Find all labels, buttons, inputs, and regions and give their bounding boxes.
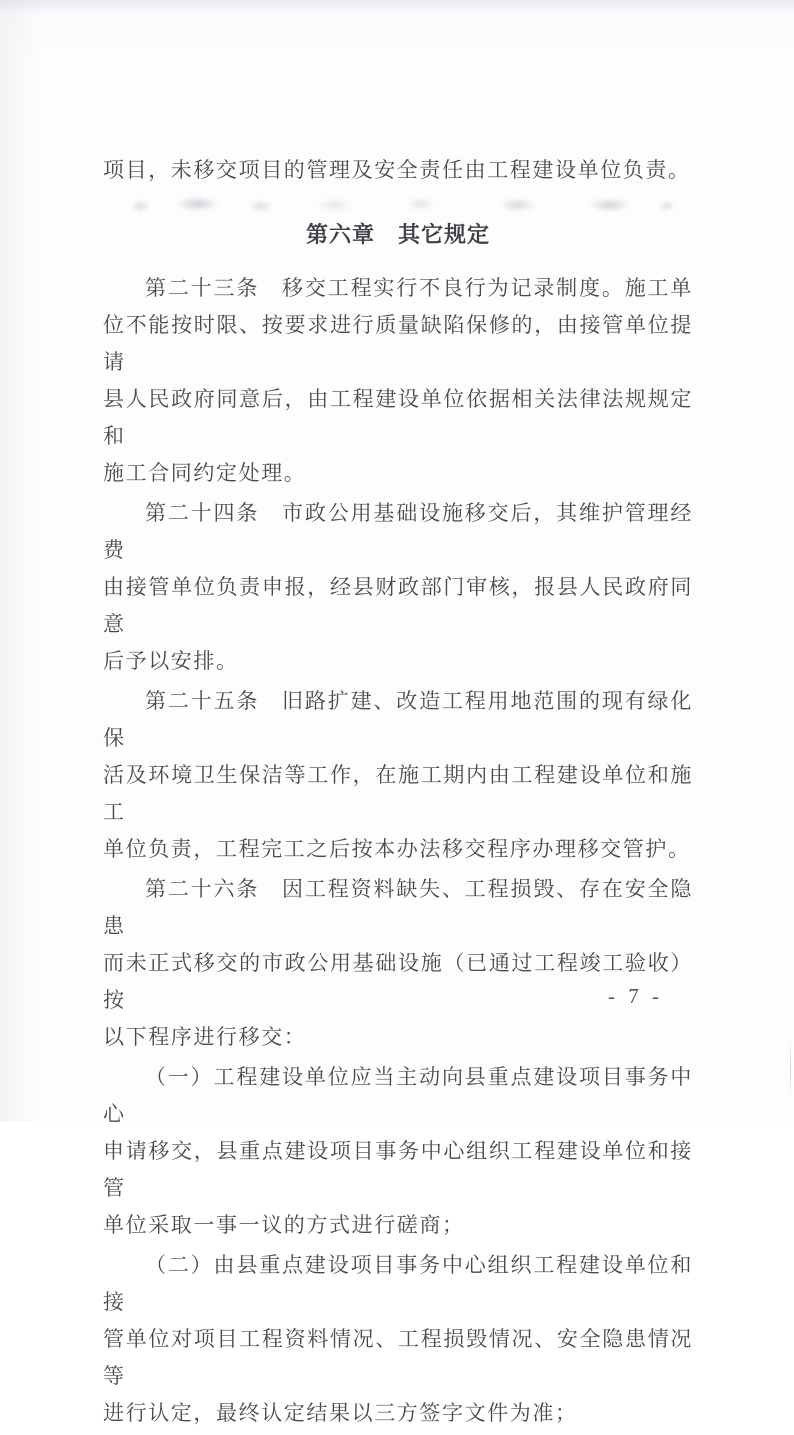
text-line: 第二十五条 旧路扩建、改造工程用地范围的现有绿化保 [103,689,693,750]
text-line: 县人民政府同意后，由工程建设单位依据相关法律法规规定和 [103,387,693,448]
text-line: 第二十三条 移交工程实行不良行为记录制度。施工单 [145,276,693,300]
article-23-paragraph [103,270,693,492]
text-line: 第二十四条 市政公用基础设施移交后，其维护管理经费 [103,501,693,562]
article-26-item-1-paragraph [103,1059,693,1244]
text-line: 进行认定，最终认定结果以三方签字文件为准； [103,1401,578,1425]
chapter-heading: 第六章 其它规定 [305,222,490,247]
text-line: 申请移交，县重点建设项目事务中心组织工程建设单位和接管 [103,1139,693,1200]
page-number: - 7 - [608,984,663,1008]
text-line: 而未正式移交的市政公用基础设施（已通过工程竣工验收）按 [103,951,693,1012]
text-line: 管单位对项目工程资料情况、工程损毁情况、安全隐患情况等 [103,1327,693,1388]
article-24-paragraph [103,495,693,680]
scan-edge-artifact [790,1040,791,1098]
text-line: 第二十六条 因工程资料缺失、工程损毁、存在安全隐患 [103,877,693,938]
text-line: 施工合同约定处理。 [103,461,307,485]
text-line: 位不能按时限、按要求进行质量缺陷保修的，由接管单位提请 [103,313,693,374]
continuation-paragraph [103,152,693,189]
article-25-paragraph [103,683,693,868]
text-line: （一）工程建设单位应当主动向县重点建设项目事务中心 [103,1065,693,1126]
text-line: 以下程序进行移交： [103,1025,307,1049]
text-line: 单位负责，工程完工之后按本办法移交程序办理移交管护。 [103,837,691,861]
text-line: 由接管单位负责申报，经县财政部门审核，报县人民政府同意 [103,575,693,636]
text-line: （二）由县重点建设项目事务中心组织工程建设单位和接 [103,1253,693,1314]
article-26-item-2-paragraph [103,1247,693,1432]
text-line: 后予以安排。 [103,649,239,673]
text-line: 项目，未移交项目的管理及安全责任由工程建设单位负责。 [103,158,691,182]
article-26-paragraph [103,871,693,1056]
text-line: 单位采取一事一议的方式进行磋商； [103,1213,465,1237]
document-body [103,152,693,1435]
text-line: 活及环境卫生保洁等工作，在施工期内由工程建设单位和施工 [103,763,693,824]
